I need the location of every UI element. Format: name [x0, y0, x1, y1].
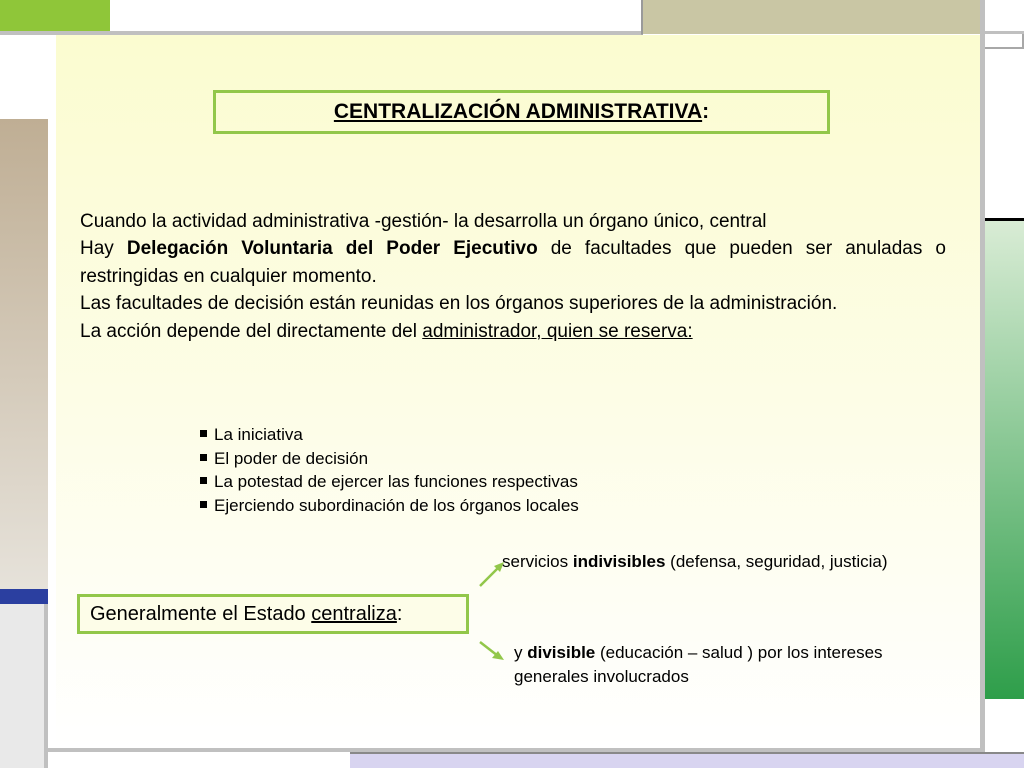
list-item: Ejerciendo subordinación de los órganos locales [200, 494, 579, 518]
paragraph-line-3: Las facultades de decisión están reunidas en los órganos superiores de la administración. [80, 293, 838, 315]
accion-text: La acción depende del directamente del [80, 320, 423, 342]
list-item: El poder de decisión [200, 447, 579, 471]
delegacion-text: Delegación Voluntaria del Poder Ejecutivo [126, 238, 538, 260]
deco-block-green-right [985, 221, 1024, 699]
branch-arrows [474, 556, 514, 666]
deco-block-tan [0, 119, 48, 589]
centraliza-word: centraliza [311, 602, 397, 625]
list-item: La iniciativa [200, 423, 579, 447]
bullet-list [200, 423, 579, 517]
divisible-detail: (educación – salud ) por los intereses generales involucrados [514, 643, 883, 686]
centraliza-prefix: Generalmente el Estado [90, 602, 306, 625]
deco-block-blue [0, 589, 48, 604]
hay-rest-text: de facultades que pueden ser anuladas o restringidas en cualquier momento. [80, 238, 946, 287]
paragraph-line-4 [80, 318, 946, 345]
indivisibles-detail: (defensa, seguridad, justicia) [665, 552, 888, 571]
hay-text: Hay [80, 238, 127, 260]
deco-block-green-topleft [0, 0, 110, 35]
centraliza-box [77, 594, 469, 634]
paragraph-line-2 [80, 235, 946, 290]
title-text: CENTRALIZACIÓN ADMINISTRATIVA [333, 100, 703, 123]
deco-block-khaki [641, 0, 981, 34]
deco-block-bottom-lavender [350, 752, 1024, 768]
divisible-text: divisible [527, 643, 596, 662]
arrow-up-icon [480, 562, 504, 586]
servicios-text: servicios [502, 552, 573, 571]
paragraph-line-1: Cuando la actividad administrativa -gestión- la desarrolla un órgano único, central [80, 211, 767, 232]
main-paragraph [80, 208, 946, 345]
administrador-text: administrador, quien se reserva: [422, 320, 693, 342]
branch-divisible [514, 641, 959, 688]
title-colon: : [702, 100, 710, 123]
deco-block-bottomleft [0, 604, 48, 768]
indivisibles-text: indivisibles [572, 552, 666, 571]
slide-title [213, 90, 830, 134]
y-text: y [514, 643, 528, 662]
arrow-down-icon [480, 642, 504, 660]
branch-indivisibles [502, 552, 888, 572]
list-item: La potestad de ejercer las funciones respectivas [200, 470, 579, 494]
centraliza-suffix: : [396, 602, 403, 625]
